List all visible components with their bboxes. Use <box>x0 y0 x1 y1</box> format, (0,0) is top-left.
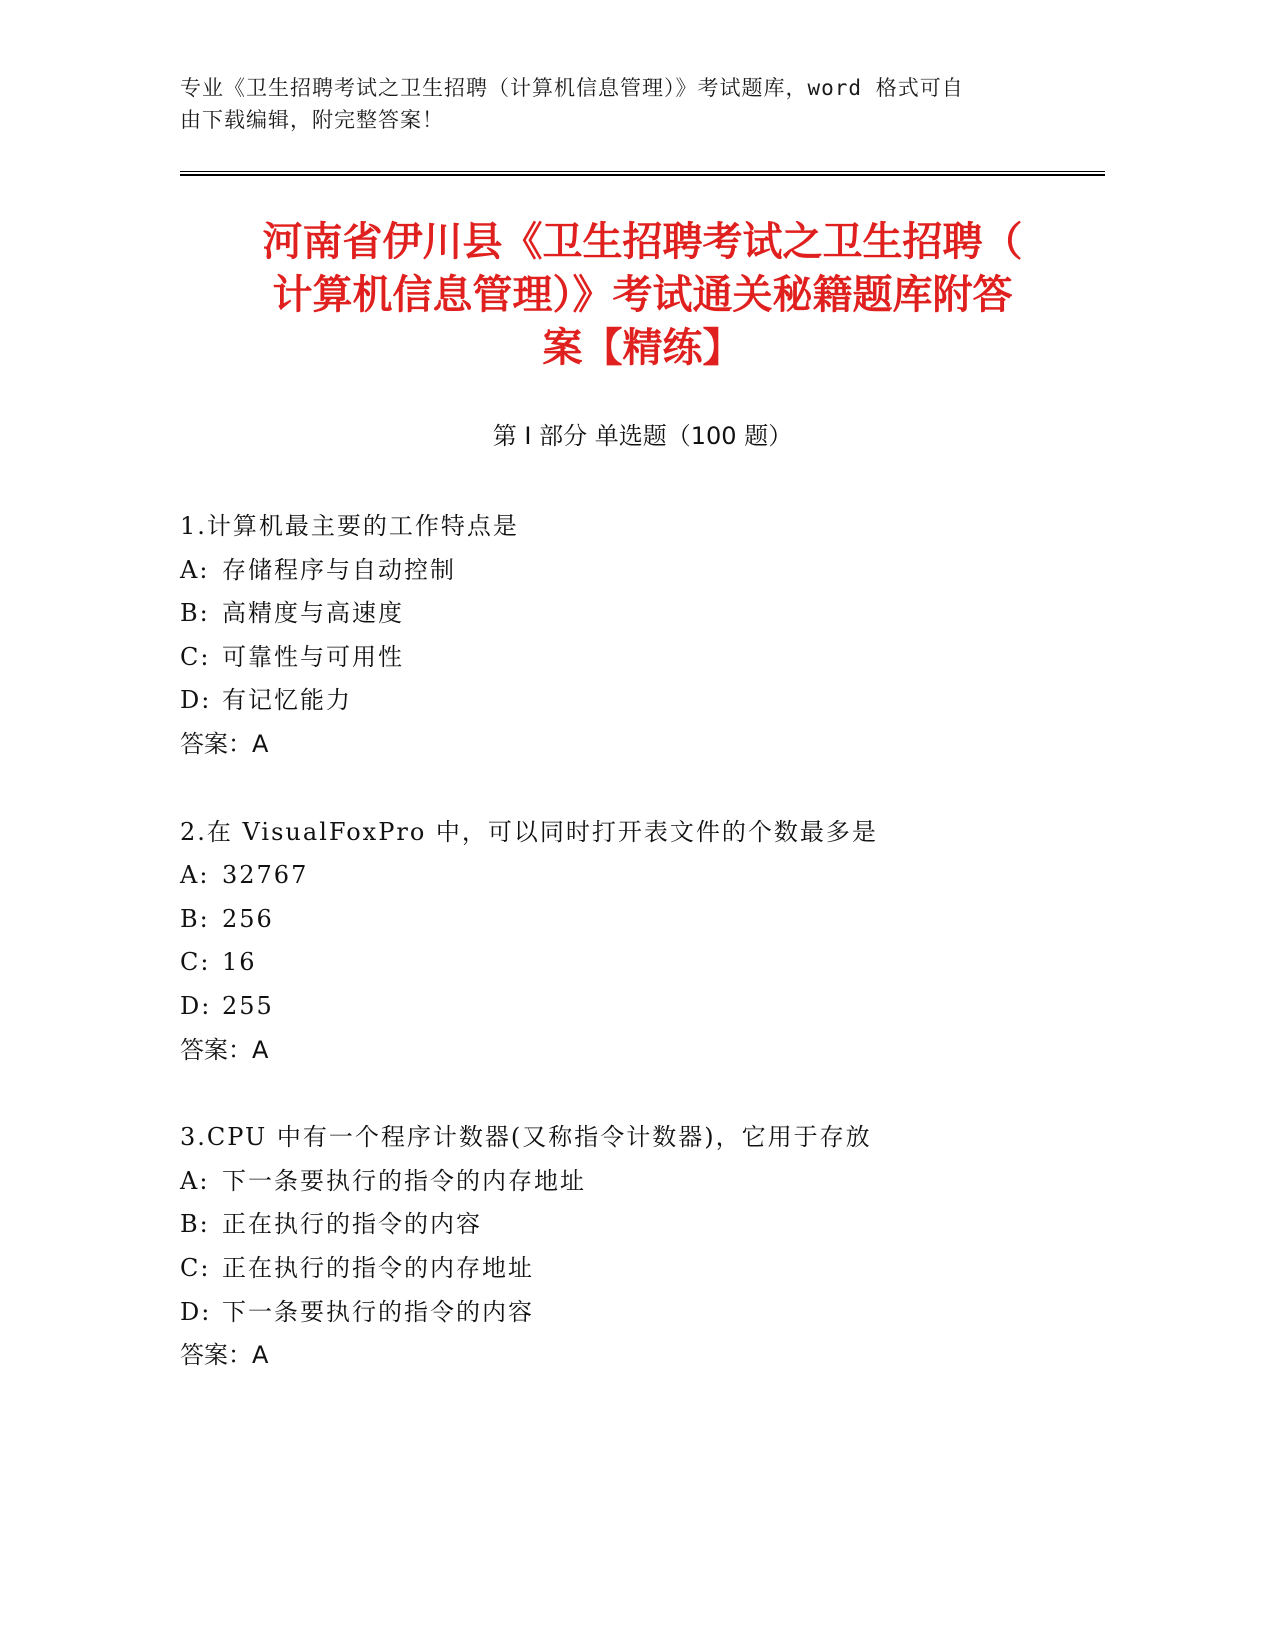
option-label: B: <box>180 599 210 628</box>
option-label: D: <box>180 1297 212 1326</box>
answer-key: 答案：A <box>180 1341 269 1370</box>
option-label: C: <box>180 1253 211 1282</box>
section-title: 第 I 部分 单选题（100 题） <box>492 422 793 450</box>
option-text: 16 <box>222 948 257 977</box>
option-label: C: <box>180 948 211 977</box>
option-label: D: <box>180 991 212 1020</box>
title-line-3: 案【精练】 <box>542 325 743 371</box>
question-list <box>180 505 1105 1422</box>
title-line-1: 河南省伊川县《卫生招聘考试之卫生招聘（ <box>262 219 1023 265</box>
option-d <box>180 679 1105 723</box>
intro-line-1: 专业《卫生招聘考试之卫生招聘（计算机信息管理）》考试题库，word 格式可自 <box>180 76 964 100</box>
header-divider-thin <box>180 171 1105 172</box>
option-text: 有记忆能力 <box>222 686 352 715</box>
document-title <box>180 216 1105 375</box>
option-c <box>180 636 1105 680</box>
question-stem: 3.CPU 中有一个程序计数器(又称指令计数器)，它用于存放 <box>180 1123 872 1152</box>
option-text: 255 <box>222 991 274 1020</box>
answer-key: 答案：A <box>180 1035 269 1064</box>
option-text: 存储程序与自动控制 <box>222 555 456 584</box>
option-text: 正在执行的指令的内存地址 <box>222 1253 534 1282</box>
question-stem: 1.计算机最主要的工作特点是 <box>180 512 519 540</box>
question-3 <box>180 1116 1105 1378</box>
option-a <box>180 854 1105 898</box>
option-c <box>180 1247 1105 1291</box>
option-text: 高精度与高速度 <box>222 599 404 628</box>
option-text: 256 <box>222 904 274 933</box>
option-d <box>180 985 1105 1029</box>
question-2 <box>180 811 1105 1073</box>
option-d <box>180 1291 1105 1335</box>
question-stem: 2.在 VisualFoxPro 中，可以同时打开表文件的个数最多是 <box>180 817 878 846</box>
intro-line-2: 由下载编辑，附完整答案！ <box>180 108 444 132</box>
option-a <box>180 1160 1105 1204</box>
option-text: 下一条要执行的指令的内容 <box>222 1297 534 1326</box>
option-b <box>180 898 1105 942</box>
option-label: B: <box>180 1210 210 1239</box>
option-a <box>180 549 1105 593</box>
option-text: 32767 <box>222 861 309 890</box>
answer-key: 答案：A <box>180 729 269 758</box>
option-text: 下一条要执行的指令的内存地址 <box>222 1166 586 1195</box>
header-divider-thick <box>180 174 1105 176</box>
option-label: D: <box>180 686 212 715</box>
option-label: A: <box>180 1166 210 1195</box>
option-label: C: <box>180 642 211 671</box>
document-intro <box>180 72 1040 136</box>
question-1 <box>180 505 1105 767</box>
option-b <box>180 592 1105 636</box>
title-line-2: 计算机信息管理）》考试通关秘籍题库附答 <box>272 272 1013 318</box>
option-text: 正在执行的指令的内容 <box>222 1210 482 1239</box>
option-label: A: <box>180 861 210 890</box>
option-c <box>180 941 1105 985</box>
option-label: A: <box>180 555 210 584</box>
option-label: B: <box>180 904 210 933</box>
option-text: 可靠性与可用性 <box>222 642 404 671</box>
option-b <box>180 1203 1105 1247</box>
